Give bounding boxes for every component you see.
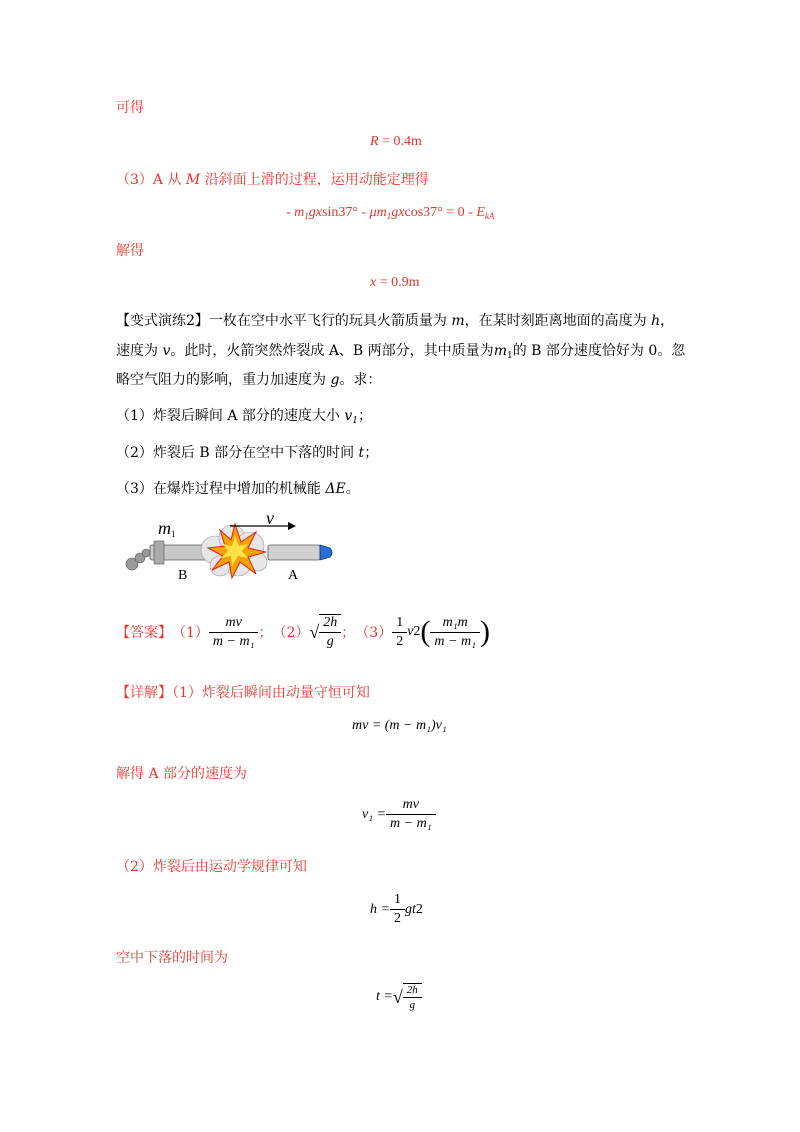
problem-para3 [116,369,381,389]
rocket-illustration [120,512,340,587]
detail-eq-3-num: 1 [390,892,405,910]
rocket-part-a [268,545,320,560]
problem-para1 [116,310,674,330]
answer-3-num: m₁m [430,615,480,633]
detail-text-4: 空中下落的时间为 [116,950,228,966]
question-3 [116,478,360,498]
q2-end: ； [364,445,379,461]
eq-energy-p1: - [286,205,295,220]
eq-energy-Esub: kA [484,211,495,221]
answer-3-half [392,615,407,650]
problem-para3-b: 。求： [339,372,382,388]
eq-energy-E: E [476,205,485,220]
eq-energy-p4: gx [391,205,405,220]
rocket-nose [320,545,332,560]
detail-text-2: 解得 A 部分的速度为 [116,766,248,782]
detail-eq-1: mv = (m − m₁)v₁ [352,718,447,733]
detail-eq-4-fraction [403,983,422,1011]
answer-1-den: m − m₁ [212,633,255,649]
answer-3-half-num: 1 [392,615,407,633]
eq-energy-mu: μ [369,205,377,220]
detail-eq-4 [376,983,422,1011]
answer-2-fraction [319,614,341,650]
detail-eq-3-lhs: h = [370,901,390,917]
problem-m1-sub: 1 [506,351,513,361]
eq-energy-p5: cos37° = 0 - [404,205,477,220]
figure-m-sub: 1 [171,529,176,539]
eq-R-rest: = 0.4m [378,134,422,149]
q1-sub: 1 [352,416,359,426]
detail-eq-2-fraction [386,797,436,832]
part3-text [116,169,429,189]
detail-eq-3-sup: 2 [415,901,423,917]
part3-before: （3）A 从 [116,172,186,188]
paren-open: ( [420,615,431,648]
detail-tag: 【详解】 [116,685,172,701]
problem-para2-b: 。此时，火箭突然炸裂成 A、B 两部分，其中质量为 [170,343,494,359]
equation-energy [286,205,494,221]
rocket-fin [154,541,164,564]
q3-text: （3）在爆炸过程中增加的机械能 [116,481,326,497]
problem-m: m [451,313,465,329]
answer-tag: 【答案】 [116,625,172,641]
eq-x-rest: = 0.9m [376,275,420,290]
answer-3-fraction [430,615,480,650]
detail-text-3: （2）炸裂后由运动学规律可知 [116,859,307,875]
question-2 [116,442,378,462]
figure-label-A: A [288,568,299,583]
answer-1-label: （1） [172,625,209,641]
var-x: x [370,275,377,290]
figure-label-m1 [158,518,176,539]
detail-eq-2-den: m − m₁ [390,816,432,831]
eq-energy-sub2: 1 [386,211,392,221]
problem-para1-c: ， [660,313,675,329]
detail-text-1: （1）炸裂后瞬间由动量守恒可知 [172,685,370,701]
q1-end: ； [358,408,373,424]
answer-sep-1: ； [258,625,273,641]
detail-eq-3-den: 2 [393,911,401,926]
answer-3-v: v [407,624,414,639]
q1-text: （1）炸裂后瞬间 A 部分的速度大小 [116,408,345,424]
answer-3-den: m − m₁ [434,633,476,649]
part3-after: 沿斜面上滑的过程，运用动能定理得 [200,172,429,188]
q2-t: t [358,445,365,461]
problem-v: v [162,343,171,359]
q3-dE: ΔE [325,481,346,497]
answer-sep-2: ； [341,625,356,641]
problem-para1-b: ，在某时刻距离地面的高度为 [464,313,652,329]
eq-energy-p2: gx [308,205,323,220]
problem-para2-c: 的 B 部分速度恰好为 0。忽 [512,343,686,359]
detail-eq-2 [362,797,436,832]
problem-para2-a: 速度为 [116,343,163,359]
eq-energy-sub1: 1 [304,211,309,221]
question-1 [116,405,372,426]
figure-label-v: v [266,508,274,528]
detail-line-1 [116,682,370,702]
figure-label-B: B [178,568,188,583]
rocket-figure [120,508,340,587]
detail-eq-4-den: g [409,999,415,1011]
detail-eq-2-num: mv [386,797,436,815]
detail-eq-2-lhs: v₁ = [362,806,387,822]
sqrt-sign: √ [309,621,320,642]
answer-1-num: mv [209,615,259,633]
paren-close: ) [479,615,490,648]
detail-eq-4-lhs: t = [376,989,393,1004]
problem-m1: m [493,343,507,359]
text-kede: 可得 [116,100,144,116]
text-jiede: 解得 [116,243,144,259]
var-R: R [370,134,379,149]
eq-energy-p3: sin37° - [322,205,370,220]
detail-eq-4-num: 2h [403,984,422,998]
q2-text: （2）炸裂后 B 部分在空中下落的时间 [116,445,359,461]
equation-x [370,275,420,291]
answer-line [116,614,490,650]
problem-h: h [651,313,661,329]
problem-g: g [330,372,340,388]
sqrt-sign-2: √ [392,986,403,1007]
detail-eq-3-rhs: gt [404,901,416,917]
equation-R [370,134,422,150]
eq-energy-m1b: m [376,205,387,220]
answer-3-label: （3） [355,625,393,641]
answer-1-fraction [209,615,259,650]
answer-3-half-den: 2 [396,633,404,649]
figure-m: m [158,518,171,538]
answer-3-v-sup: 2 [413,624,421,639]
part3-M: M [185,172,201,188]
answer-2-den: g [326,634,334,649]
detail-eq-3-fraction [390,892,405,927]
problem-para1-a: 【变式演练2】一枚在空中水平飞行的玩具火箭质量为 [116,313,452,329]
problem-para3-a: 略空气阻力的影响，重力加速度为 [116,372,331,388]
answer-2-label: （2） [272,625,310,641]
q3-end: 。 [345,481,360,497]
smoke-trail [126,549,150,570]
answer-2-num: 2h [319,615,341,633]
eq-energy-m1: m [294,205,305,220]
detail-eq-3 [370,892,423,927]
q1-v: v [344,408,353,424]
problem-para2 [116,340,685,361]
